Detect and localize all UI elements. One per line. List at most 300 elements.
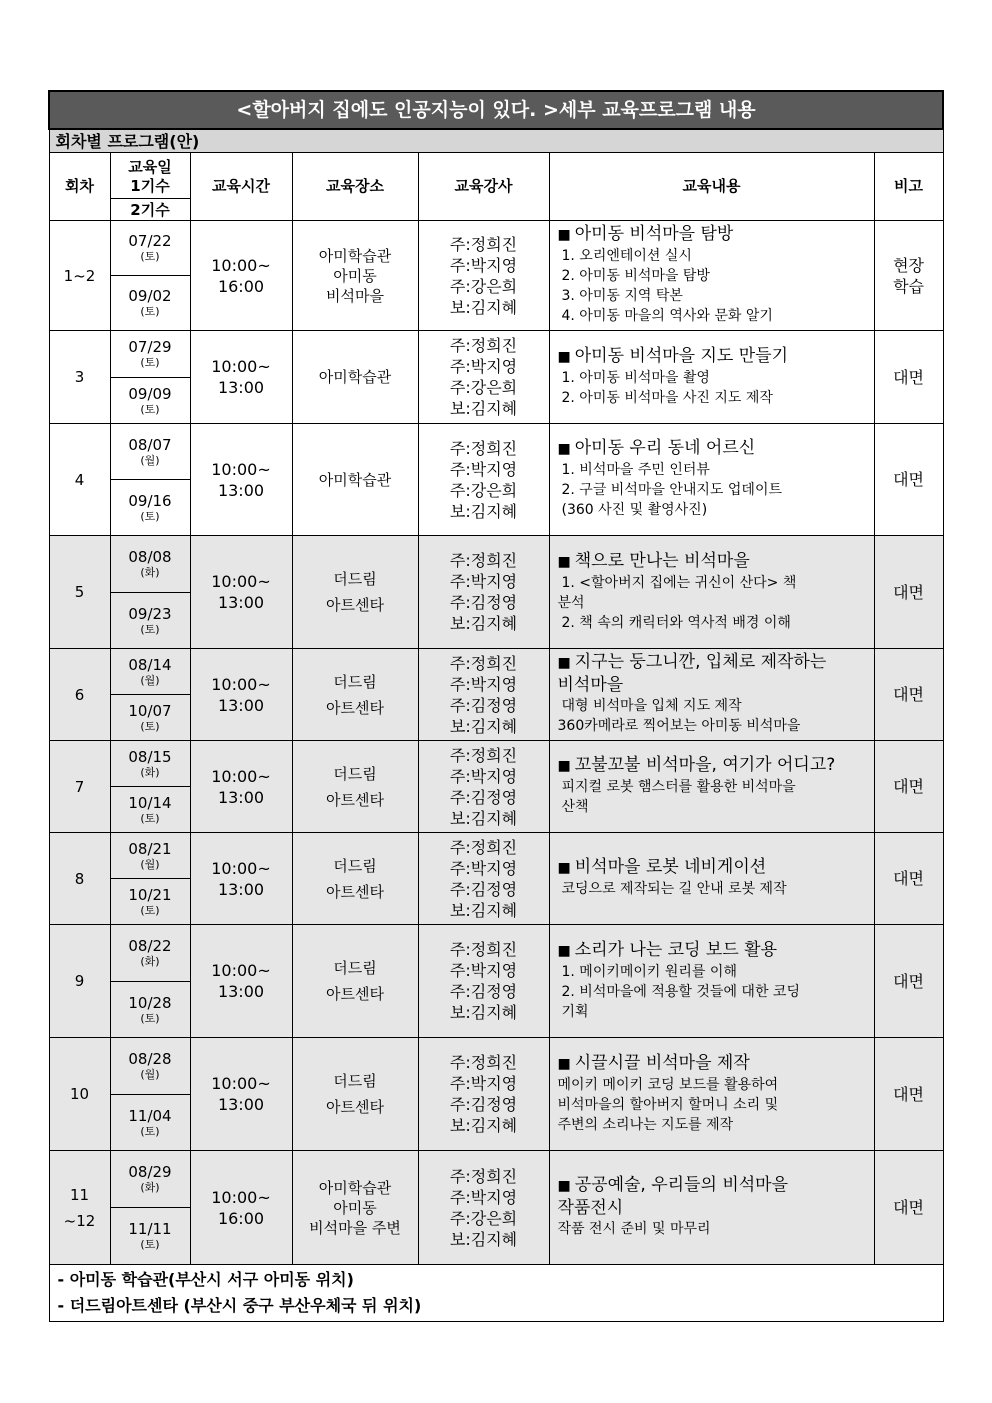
round-cell bbox=[49, 331, 110, 424]
date-cohort-1 bbox=[110, 424, 190, 480]
content-cell bbox=[549, 536, 874, 649]
teacher-name: 주:박지영 bbox=[449, 255, 518, 275]
place-cell bbox=[292, 424, 418, 536]
time-text: 10:00~ bbox=[211, 961, 271, 980]
date-cohort-1 bbox=[110, 833, 190, 879]
round-cell bbox=[49, 649, 110, 741]
note-text: 대면 bbox=[893, 869, 924, 888]
note-cell bbox=[874, 833, 943, 925]
time-text: 13:00 bbox=[217, 480, 265, 500]
note-cell bbox=[874, 925, 943, 1038]
round-cell bbox=[49, 221, 110, 331]
content-line: 대형 비석마을 입체 지도 제작 bbox=[561, 698, 742, 714]
teacher-name: 보:김지혜 bbox=[449, 1229, 518, 1249]
round-number: 7 bbox=[74, 777, 85, 796]
header-note: 비고 bbox=[874, 153, 943, 221]
content-line: 1. 오리엔테이션 실시 bbox=[561, 248, 692, 264]
content-line: 1. 비석마을 주민 인터뷰 bbox=[561, 462, 710, 478]
square-bullet-icon: ■ bbox=[557, 942, 571, 959]
round-number: 11 bbox=[69, 1185, 90, 1204]
date-value: 08/15 bbox=[128, 747, 172, 766]
topic-text: 꼬불꼬불 비석마을, 여기가 어디고? bbox=[574, 755, 836, 775]
time-cell bbox=[190, 1151, 292, 1265]
content-line: 작품 전시 준비 및 마무리 bbox=[557, 1221, 711, 1237]
weekday: (월) bbox=[140, 1068, 160, 1081]
note-text: 학습 bbox=[893, 276, 924, 296]
weekday: (토) bbox=[140, 1011, 160, 1025]
teacher-name: 보:김지혜 bbox=[449, 808, 518, 828]
time-text: 16:00 bbox=[217, 276, 265, 296]
place-text: 더드림 bbox=[333, 856, 377, 875]
location-notes bbox=[49, 1265, 943, 1322]
teacher-name: 주:정희진 bbox=[449, 551, 518, 570]
teacher-name: 보:김지혜 bbox=[449, 900, 518, 920]
header-date-label: 교육일 bbox=[128, 157, 172, 176]
date-value: 08/22 bbox=[128, 937, 172, 955]
program-row bbox=[49, 925, 943, 982]
topic-text: 아미동 비석마을 탐방 bbox=[574, 224, 734, 244]
topic-text: 책으로 만나는 비석마을 bbox=[574, 550, 750, 571]
time-text: 10:00~ bbox=[211, 357, 271, 376]
date-cohort-1 bbox=[110, 331, 190, 378]
place-text: 아미학습관 bbox=[318, 368, 392, 386]
time-text: 13:00 bbox=[217, 695, 265, 715]
note-text: 대면 bbox=[893, 470, 924, 489]
header-content: 교육내용 bbox=[549, 153, 874, 221]
time-text: 13:00 bbox=[217, 879, 265, 899]
content-topic bbox=[558, 651, 868, 674]
note-text: 대면 bbox=[893, 685, 924, 704]
date-cohort-1 bbox=[110, 741, 190, 787]
document-title: <할아버지 집에도 인공지능이 있다. >세부 교육프로그램 내용 bbox=[49, 91, 943, 129]
date-value: 09/02 bbox=[128, 287, 172, 305]
teacher-name: 주:김정영 bbox=[449, 787, 518, 807]
note-cell bbox=[874, 221, 943, 331]
weekday: (월) bbox=[140, 673, 160, 687]
note-cell bbox=[874, 1038, 943, 1151]
content-line: 2. 아미동 비석마을 탐방 bbox=[561, 268, 710, 284]
time-text: 10:00~ bbox=[211, 255, 271, 275]
place-text: 비석마을 bbox=[326, 286, 384, 305]
place-text: 더드림 bbox=[333, 1072, 377, 1090]
program-row bbox=[49, 536, 943, 593]
teacher-name: 주:강은희 bbox=[449, 276, 518, 296]
round-number: 1~2 bbox=[63, 266, 96, 285]
weekday: (토) bbox=[140, 622, 160, 636]
content-topic bbox=[558, 856, 868, 879]
date-value: 08/14 bbox=[128, 655, 172, 674]
weekday: (토) bbox=[140, 356, 160, 369]
place-text: 더드림 bbox=[333, 764, 377, 783]
teacher-cell bbox=[418, 1038, 549, 1151]
note-cell bbox=[874, 1151, 943, 1265]
time-text: 10:00~ bbox=[211, 1187, 271, 1207]
content-line: 주변의 소리나는 지도를 제작 bbox=[557, 1116, 734, 1133]
time-text: 13:00 bbox=[217, 378, 265, 397]
content-line: 분석 bbox=[557, 594, 585, 611]
content-line: 1. <할아버지 집에는 귀신이 산다> 책 bbox=[561, 574, 797, 591]
square-bullet-icon: ■ bbox=[557, 860, 571, 876]
content-topic bbox=[558, 1174, 868, 1197]
content-topic bbox=[558, 345, 868, 368]
content-line: 코딩으로 제작되는 길 안내 로봇 제작 bbox=[561, 881, 787, 897]
teacher-name: 주:박지영 bbox=[449, 766, 518, 786]
time-cell bbox=[190, 833, 292, 925]
teacher-name: 주:박지영 bbox=[449, 572, 518, 591]
teacher-name: 주:정희진 bbox=[449, 653, 518, 673]
weekday: (화) bbox=[140, 1181, 160, 1194]
date-value: 11/11 bbox=[128, 1220, 172, 1238]
date-value: 08/29 bbox=[128, 1163, 172, 1181]
topic-text-cont: 작품전시 bbox=[557, 1198, 624, 1218]
topic-text: 아미동 비석마을 지도 만들기 bbox=[574, 345, 789, 366]
date-value: 10/28 bbox=[128, 993, 172, 1012]
content-topic bbox=[558, 1052, 868, 1075]
date-cohort-2 bbox=[110, 480, 190, 536]
time-text: 10:00~ bbox=[211, 1074, 271, 1093]
header-cohort-2: 2기수 bbox=[110, 199, 190, 221]
teacher-name: 주:박지영 bbox=[449, 858, 518, 878]
place-text: 아트센타 bbox=[326, 985, 384, 1003]
note-text: 대면 bbox=[893, 1084, 924, 1104]
date-value: 10/07 bbox=[128, 701, 172, 720]
place-text: 아트센타 bbox=[326, 596, 384, 614]
teacher-name: 보:김지혜 bbox=[449, 1003, 518, 1022]
teacher-name: 주:정희진 bbox=[449, 1166, 518, 1186]
content-line: 1. 메이키메이키 원리를 이해 bbox=[561, 963, 737, 980]
program-rows bbox=[49, 221, 943, 1265]
square-bullet-icon: ■ bbox=[557, 348, 571, 365]
teacher-name: 주:정희진 bbox=[449, 940, 518, 959]
weekday: (토) bbox=[140, 1124, 160, 1138]
time-text: 13:00 bbox=[217, 1095, 265, 1114]
note-text: 대면 bbox=[893, 971, 924, 991]
teacher-cell bbox=[418, 1151, 549, 1265]
date-value: 09/23 bbox=[128, 604, 172, 623]
place-text: 아미학습관 bbox=[318, 246, 392, 265]
note-cell bbox=[874, 649, 943, 741]
date-value: 11/04 bbox=[128, 1106, 172, 1125]
time-text: 10:00~ bbox=[211, 572, 271, 591]
time-cell bbox=[190, 536, 292, 649]
time-cell bbox=[190, 424, 292, 536]
content-cell bbox=[549, 833, 874, 925]
teacher-name: 보:김지혜 bbox=[449, 399, 518, 418]
note-text: 대면 bbox=[893, 367, 924, 387]
round-cell bbox=[49, 536, 110, 649]
square-bullet-icon: ■ bbox=[557, 758, 571, 774]
date-value: 08/21 bbox=[128, 839, 172, 858]
section-subtitle: 회차별 프로그램(안) bbox=[49, 129, 943, 153]
teacher-name: 주:박지영 bbox=[449, 674, 518, 694]
note-cell bbox=[874, 741, 943, 833]
place-text: 아미동 bbox=[333, 266, 377, 285]
weekday: (토) bbox=[140, 1238, 160, 1251]
date-cohort-2 bbox=[110, 593, 190, 649]
teacher-name: 보:김지혜 bbox=[449, 501, 518, 521]
date-value: 08/08 bbox=[128, 548, 172, 566]
program-row bbox=[49, 833, 943, 879]
teacher-name: 주:정희진 bbox=[449, 336, 518, 355]
content-line: 4. 아미동 마을의 역사와 문화 알기 bbox=[561, 308, 773, 324]
content-line: 2. 비석마을에 적용할 것들에 대한 코딩 bbox=[561, 983, 800, 1000]
place-text: 더드림 bbox=[333, 959, 377, 977]
date-value: 07/22 bbox=[128, 232, 172, 250]
round-number: 9 bbox=[74, 972, 85, 990]
time-text: 10:00~ bbox=[211, 674, 271, 694]
place-cell bbox=[292, 925, 418, 1038]
teacher-cell bbox=[418, 331, 549, 424]
topic-text: 시끌시끌 비석마을 제작 bbox=[574, 1052, 750, 1073]
square-bullet-icon: ■ bbox=[557, 1055, 571, 1072]
time-cell bbox=[190, 221, 292, 331]
header-date bbox=[110, 153, 190, 199]
round-cell bbox=[49, 424, 110, 536]
date-cohort-1 bbox=[110, 1038, 190, 1095]
time-cell bbox=[190, 649, 292, 741]
header-round: 회차 bbox=[49, 153, 110, 221]
note-text: 대면 bbox=[893, 777, 924, 796]
round-number: 5 bbox=[74, 583, 85, 601]
teacher-cell bbox=[418, 536, 549, 649]
teacher-name: 주:김정영 bbox=[449, 982, 518, 1001]
header-teacher: 교육강사 bbox=[418, 153, 549, 221]
program-row bbox=[49, 221, 943, 276]
program-document bbox=[48, 90, 942, 1322]
time-cell bbox=[190, 331, 292, 424]
topic-text: 공공예술, 우리들의 비석마을 bbox=[574, 1175, 789, 1195]
program-row bbox=[49, 741, 943, 787]
round-cell bbox=[49, 833, 110, 925]
teacher-name: 보:김지혜 bbox=[449, 614, 518, 633]
time-cell bbox=[190, 1038, 292, 1151]
place-text: 아트센타 bbox=[326, 698, 384, 717]
content-cell bbox=[549, 649, 874, 741]
time-text: 10:00~ bbox=[211, 858, 271, 878]
date-cohort-2 bbox=[110, 1208, 190, 1265]
round-number: 4 bbox=[74, 470, 85, 489]
round-number: 8 bbox=[74, 869, 85, 888]
place-text: 아미학습관 bbox=[318, 1178, 392, 1197]
weekday: (월) bbox=[140, 453, 160, 467]
content-line: 2. 구글 비석마을 안내지도 업데이트 bbox=[561, 482, 782, 498]
date-value: 07/29 bbox=[128, 338, 172, 356]
teacher-name: 주:김정영 bbox=[449, 879, 518, 899]
teacher-name: 주:강은희 bbox=[449, 1208, 518, 1228]
date-cohort-1 bbox=[110, 649, 190, 695]
content-topic bbox=[558, 437, 868, 460]
round-number: 6 bbox=[74, 685, 85, 704]
weekday: (화) bbox=[140, 955, 160, 968]
place-text: 비석마을 주변 bbox=[309, 1218, 401, 1237]
place-cell bbox=[292, 221, 418, 331]
place-text: 아미동 bbox=[333, 1198, 377, 1217]
teacher-name: 보:김지혜 bbox=[449, 716, 518, 736]
teacher-name: 주:강은희 bbox=[449, 480, 518, 500]
teacher-name: 주:정희진 bbox=[449, 1053, 518, 1072]
content-line: 1. 아미동 비석마을 촬영 bbox=[561, 369, 710, 386]
topic-text: 아미동 우리 동네 어르신 bbox=[574, 438, 756, 458]
round-number: ~12 bbox=[63, 1211, 96, 1230]
place-text: 아트센타 bbox=[326, 882, 384, 901]
note-text: 대면 bbox=[893, 582, 924, 602]
place-cell bbox=[292, 1151, 418, 1265]
teacher-name: 주:정희진 bbox=[449, 745, 518, 765]
date-cohort-1 bbox=[110, 1151, 190, 1208]
teacher-name: 주:박지영 bbox=[449, 459, 518, 479]
content-cell bbox=[549, 1151, 874, 1265]
place-text: 아트센타 bbox=[326, 790, 384, 809]
round-cell bbox=[49, 925, 110, 1038]
date-cohort-2 bbox=[110, 695, 190, 741]
date-cohort-2 bbox=[110, 276, 190, 331]
weekday: (토) bbox=[140, 402, 160, 416]
date-cohort-2 bbox=[110, 879, 190, 925]
note-cell bbox=[874, 331, 943, 424]
place-text: 더드림 bbox=[333, 570, 377, 588]
teacher-name: 주:박지영 bbox=[449, 1187, 518, 1207]
time-text: 16:00 bbox=[217, 1208, 265, 1228]
weekday: (토) bbox=[140, 509, 160, 523]
teacher-name: 주:김정영 bbox=[449, 593, 518, 612]
program-row bbox=[49, 1038, 943, 1095]
weekday: (토) bbox=[140, 903, 160, 917]
program-row bbox=[49, 424, 943, 480]
teacher-cell bbox=[418, 424, 549, 536]
topic-text: 비석마을 로봇 네비게이션 bbox=[574, 857, 767, 877]
time-cell bbox=[190, 925, 292, 1038]
time-text: 13:00 bbox=[217, 787, 265, 807]
content-cell bbox=[549, 741, 874, 833]
teacher-name: 주:박지영 bbox=[449, 357, 518, 376]
content-cell bbox=[549, 925, 874, 1038]
content-line: (360 사진 및 촬영사진) bbox=[561, 502, 708, 518]
program-row bbox=[49, 331, 943, 378]
weekday: (토) bbox=[140, 811, 160, 825]
program-row bbox=[49, 1151, 943, 1208]
place-cell bbox=[292, 1038, 418, 1151]
content-line: 2. 아미동 비석마을 사진 지도 제작 bbox=[561, 389, 773, 406]
place-cell bbox=[292, 741, 418, 833]
teacher-cell bbox=[418, 833, 549, 925]
weekday: (토) bbox=[140, 305, 160, 318]
content-line: 산책 bbox=[561, 799, 589, 815]
teacher-name: 주:김정영 bbox=[449, 1095, 518, 1114]
weekday: (화) bbox=[140, 566, 160, 579]
square-bullet-icon: ■ bbox=[557, 655, 571, 671]
note-text: 현장 bbox=[893, 255, 924, 275]
weekday: (화) bbox=[140, 765, 160, 779]
content-cell bbox=[549, 1038, 874, 1151]
location-note-2: - 더드림아트센타 (부산시 중구 부산우체국 뒤 위치) bbox=[57, 1296, 422, 1315]
round-cell bbox=[49, 741, 110, 833]
content-line: 360카메라로 찍어보는 아미동 비석마을 bbox=[557, 718, 801, 734]
location-note-1: - 아미동 학습관(부산시 서구 아미동 위치) bbox=[57, 1270, 354, 1289]
place-text: 아트센타 bbox=[326, 1098, 384, 1116]
round-cell bbox=[49, 1151, 110, 1265]
content-line: 메이키 메이키 코딩 보드를 활용하여 bbox=[557, 1076, 779, 1093]
place-text: 아미학습관 bbox=[318, 470, 392, 489]
header-cohort-1: 1기수 bbox=[130, 176, 170, 195]
program-row bbox=[49, 649, 943, 695]
date-value: 10/21 bbox=[128, 885, 172, 904]
teacher-name: 주:박지영 bbox=[449, 1074, 518, 1093]
content-line: 2. 책 속의 캐릭터와 역사적 배경 이해 bbox=[561, 614, 791, 631]
place-cell bbox=[292, 833, 418, 925]
topic-text: 소리가 나는 코딩 보드 활용 bbox=[574, 939, 777, 960]
content-cell bbox=[549, 331, 874, 424]
date-cohort-2 bbox=[110, 1095, 190, 1151]
header-place: 교육장소 bbox=[292, 153, 418, 221]
teacher-name: 보:김지혜 bbox=[449, 297, 518, 317]
teacher-cell bbox=[418, 649, 549, 741]
date-cohort-1 bbox=[110, 925, 190, 982]
content-line: 3. 아미동 지역 탁본 bbox=[561, 288, 683, 304]
content-line: 피지컬 로봇 햄스터를 활용한 비석마을 bbox=[561, 779, 796, 795]
content-topic bbox=[558, 754, 868, 777]
round-number: 10 bbox=[69, 1085, 90, 1103]
content-line: 기획 bbox=[561, 1003, 589, 1020]
time-text: 13:00 bbox=[217, 982, 265, 1001]
content-cell bbox=[549, 424, 874, 536]
time-text: 10:00~ bbox=[211, 459, 271, 479]
round-number: 3 bbox=[74, 368, 85, 386]
teacher-name: 보:김지혜 bbox=[449, 1116, 518, 1135]
teacher-cell bbox=[418, 221, 549, 331]
teacher-name: 주:강은희 bbox=[449, 378, 518, 397]
square-bullet-icon: ■ bbox=[557, 227, 571, 243]
weekday: (토) bbox=[140, 250, 160, 263]
date-value: 09/16 bbox=[128, 491, 172, 510]
place-cell bbox=[292, 649, 418, 741]
note-cell bbox=[874, 424, 943, 536]
content-line: 비석마을의 할아버지 할머니 소리 및 bbox=[557, 1096, 779, 1113]
content-topic bbox=[558, 939, 868, 962]
time-text: 13:00 bbox=[217, 593, 265, 612]
square-bullet-icon: ■ bbox=[557, 441, 571, 457]
date-cohort-2 bbox=[110, 787, 190, 833]
header-time: 교육시간 bbox=[190, 153, 292, 221]
square-bullet-icon: ■ bbox=[557, 1178, 571, 1194]
teacher-cell bbox=[418, 741, 549, 833]
weekday: (월) bbox=[140, 857, 160, 871]
date-value: 08/07 bbox=[128, 435, 172, 454]
date-value: 10/14 bbox=[128, 793, 172, 812]
date-cohort-1 bbox=[110, 536, 190, 593]
date-cohort-1 bbox=[110, 221, 190, 276]
content-topic bbox=[558, 223, 868, 246]
topic-text-cont: 비석마을 bbox=[557, 675, 624, 695]
teacher-cell bbox=[418, 925, 549, 1038]
program-table bbox=[48, 90, 944, 1322]
topic-text: 지구는 둥그니깐, 입체로 제작하는 bbox=[574, 652, 827, 672]
round-cell bbox=[49, 1038, 110, 1151]
time-text: 10:00~ bbox=[211, 766, 271, 786]
date-cohort-2 bbox=[110, 982, 190, 1038]
place-text: 더드림 bbox=[333, 672, 377, 691]
place-cell bbox=[292, 331, 418, 424]
content-topic bbox=[558, 550, 868, 573]
weekday: (토) bbox=[140, 719, 160, 733]
teacher-name: 주:정희진 bbox=[449, 837, 518, 857]
place-cell bbox=[292, 536, 418, 649]
date-cohort-2 bbox=[110, 378, 190, 424]
note-cell bbox=[874, 536, 943, 649]
note-text: 대면 bbox=[893, 1198, 924, 1217]
time-cell bbox=[190, 741, 292, 833]
teacher-name: 주:정희진 bbox=[449, 234, 518, 254]
teacher-name: 주:정희진 bbox=[449, 438, 518, 458]
